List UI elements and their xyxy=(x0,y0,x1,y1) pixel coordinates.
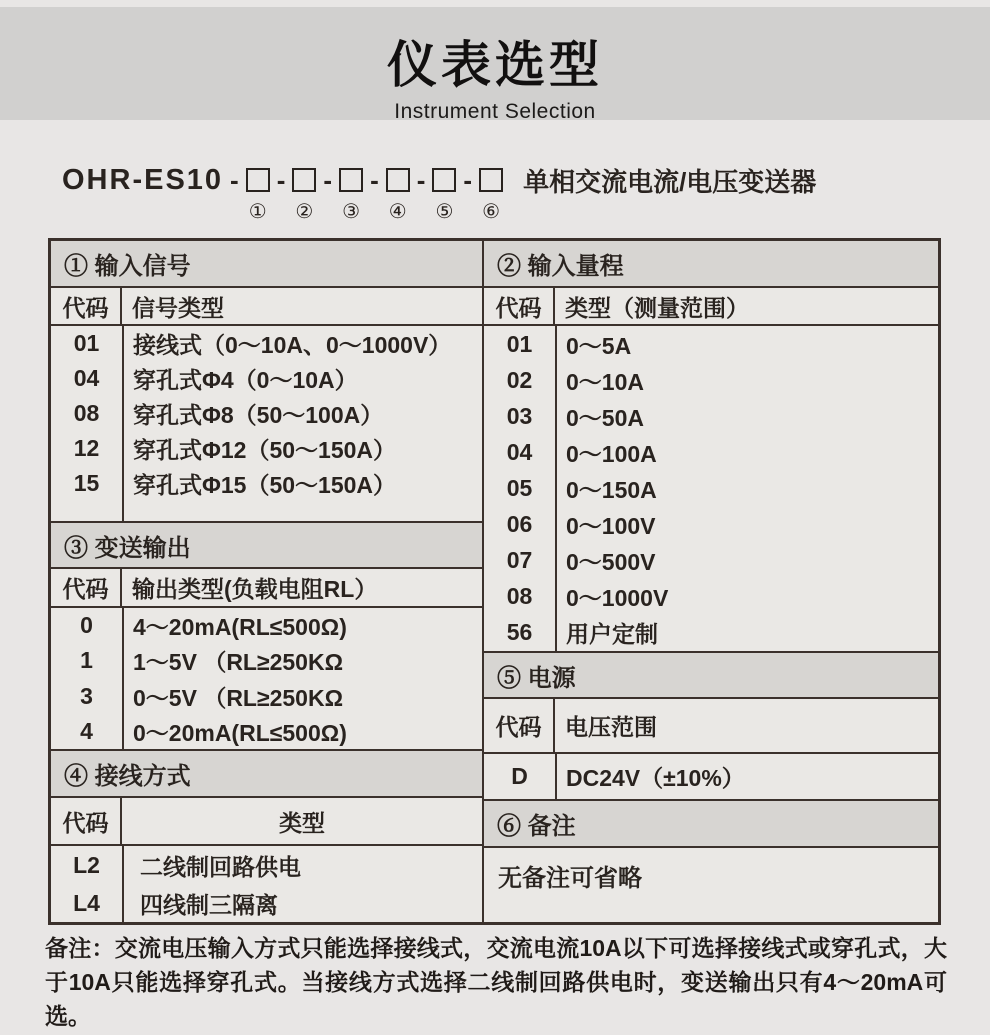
column-header-row xyxy=(484,288,938,326)
range-rows xyxy=(484,326,938,653)
column-header-row xyxy=(51,798,482,846)
type-column-header: 信号类型 xyxy=(132,294,224,321)
position-marker-3: ③ xyxy=(342,201,361,223)
table-row xyxy=(484,326,938,362)
table-row xyxy=(51,361,482,396)
model-box-3 xyxy=(339,168,363,192)
label-cell: 0～500V xyxy=(566,549,656,576)
label-cell: 穿孔式Φ15（50～150A） xyxy=(133,472,397,498)
code-cell: 04 xyxy=(506,438,533,465)
table-column-right xyxy=(484,241,938,922)
model-slot-3 xyxy=(339,168,363,223)
type-column-header: 类型（测量范围） xyxy=(565,294,749,321)
model-box-4 xyxy=(386,168,410,192)
model-slot-2 xyxy=(292,168,316,223)
code-cell: 06 xyxy=(506,511,533,538)
model-slot-4 xyxy=(386,168,410,223)
type-column-header: 类型 xyxy=(279,809,325,836)
code-cell: 56 xyxy=(506,619,533,646)
code-column-header: 代码 xyxy=(484,288,555,324)
code-cell: 3 xyxy=(80,682,93,709)
code-column-header: 代码 xyxy=(51,798,122,844)
label-cell: 0～150A xyxy=(566,476,657,503)
page-banner xyxy=(0,7,990,123)
selection-table xyxy=(48,238,941,925)
table-row xyxy=(484,362,938,398)
column-header-row xyxy=(484,699,938,754)
dash-separator: - xyxy=(416,164,426,195)
section-header-range: ② 输入量程 xyxy=(484,241,938,288)
label-cell: DC24V（±10%） xyxy=(566,765,745,791)
section-header-input-signal: ① 输入信号 xyxy=(51,241,482,288)
dash-separator: - xyxy=(230,164,239,195)
table-row xyxy=(484,470,938,506)
table-row xyxy=(484,507,938,543)
position-marker-1: ① xyxy=(248,201,267,223)
model-slot-1 xyxy=(246,168,270,223)
dash-separator: - xyxy=(276,164,286,195)
code-column-header: 代码 xyxy=(51,288,122,324)
model-box-5 xyxy=(432,168,456,192)
label-cell: 0～1000V xyxy=(566,585,669,612)
section-header-output: ③ 变送输出 xyxy=(51,523,482,569)
wiring-rows xyxy=(51,846,482,922)
table-row xyxy=(484,754,938,799)
page-title: 仪表选型 xyxy=(387,37,603,93)
table-row xyxy=(51,714,482,749)
table-column-left xyxy=(51,241,484,922)
label-cell: 二线制回路供电 xyxy=(140,853,301,880)
column-header-row xyxy=(51,288,482,326)
table-row xyxy=(51,608,482,643)
column-divider xyxy=(555,754,557,799)
label-cell: 1～5V （RL≥250KΩ xyxy=(133,649,344,676)
code-cell: D xyxy=(511,763,528,789)
code-cell: 01 xyxy=(506,330,533,357)
column-divider xyxy=(555,326,557,651)
power-rows xyxy=(484,754,938,801)
label-cell: 穿孔式Φ12（50～150A） xyxy=(133,437,397,463)
code-cell: L2 xyxy=(73,851,100,878)
code-cell: 1 xyxy=(80,647,93,674)
position-marker-2: ② xyxy=(295,201,314,223)
label-cell: 0～20mA(RL≤500Ω) xyxy=(133,719,347,746)
code-cell: 07 xyxy=(506,547,533,574)
label-cell: 4～20mA(RL≤500Ω) xyxy=(133,614,347,641)
section-header-remark: ⑥ 备注 xyxy=(484,801,938,848)
code-cell: 0 xyxy=(80,612,93,639)
model-code-line xyxy=(62,163,817,223)
label-cell: 穿孔式Φ8（50～100A） xyxy=(133,402,384,428)
position-marker-4: ④ xyxy=(388,201,407,223)
model-slot-5 xyxy=(432,168,456,223)
label-cell: 穿孔式Φ4（0～10A） xyxy=(133,367,358,393)
remark-content: 无备注可省略 xyxy=(498,865,642,892)
footnote: 备注：交流电压输入方式只能选择接线式，交流电流10A以下可选择接线式或穿孔式，大于10A只能选择穿孔式。当接线方式选择二线制回路供电时，变送输出只有4～20mA可选。 xyxy=(45,935,947,1029)
section-header-power: ⑤ 电源 xyxy=(484,653,938,699)
label-cell: 0～50A xyxy=(566,404,644,431)
table-row xyxy=(484,615,938,651)
code-cell: 12 xyxy=(73,435,100,461)
label-cell: 0～10A xyxy=(566,368,644,395)
model-slot-6 xyxy=(479,168,503,223)
model-box-1 xyxy=(246,168,270,192)
dash-separator: - xyxy=(463,164,473,195)
table-row xyxy=(51,884,482,922)
code-cell: 05 xyxy=(506,474,533,501)
label-cell: 0～5V （RL≥250KΩ xyxy=(133,684,344,711)
table-row xyxy=(484,398,938,434)
label-cell: 接线式（0～10A、0～1000V） xyxy=(133,332,452,358)
model-box-2 xyxy=(292,168,316,192)
code-cell: 02 xyxy=(506,366,533,393)
code-cell: 4 xyxy=(80,717,93,744)
table-row xyxy=(51,396,482,431)
label-cell: 用户定制 xyxy=(566,621,658,648)
position-marker-5: ⑤ xyxy=(435,201,454,223)
table-row xyxy=(51,679,482,714)
table-row xyxy=(51,466,482,501)
model-box-6 xyxy=(479,168,503,192)
table-row xyxy=(484,543,938,579)
position-marker-6: ⑥ xyxy=(482,201,501,223)
dash-separator: - xyxy=(370,164,379,195)
column-header-row xyxy=(51,569,482,608)
column-divider xyxy=(122,326,124,521)
page-subtitle: Instrument Selection xyxy=(394,100,596,123)
dash-separator: - xyxy=(323,164,333,195)
label-cell: 0～100A xyxy=(566,440,657,467)
output-rows xyxy=(51,608,482,751)
label-cell: 0～5A xyxy=(566,332,632,359)
model-prefix: OHR-ES10 xyxy=(62,163,224,196)
column-divider xyxy=(122,846,124,922)
table-row xyxy=(51,846,482,884)
code-cell: 04 xyxy=(73,365,100,391)
table-row xyxy=(484,434,938,470)
column-divider xyxy=(122,608,124,749)
table-row xyxy=(51,643,482,678)
label-cell: 0～100V xyxy=(566,513,656,540)
type-column-header: 电压范围 xyxy=(565,714,657,740)
table-row xyxy=(51,326,482,361)
label-cell: 四线制三隔离 xyxy=(140,891,278,918)
code-cell: 08 xyxy=(506,583,533,610)
table-row xyxy=(484,579,938,615)
code-cell: 01 xyxy=(73,330,100,356)
type-column-header: 输出类型(负载电阻RL） xyxy=(132,576,378,602)
code-cell: 08 xyxy=(73,400,100,426)
code-column-header: 代码 xyxy=(51,569,122,606)
code-cell: 15 xyxy=(73,470,100,496)
section-header-wiring: ④ 接线方式 xyxy=(51,751,482,798)
input-signal-rows xyxy=(51,326,482,523)
code-cell: L4 xyxy=(73,889,100,916)
code-cell: 03 xyxy=(506,402,533,429)
product-name: 单相交流电流/电压变送器 xyxy=(523,166,817,197)
table-row xyxy=(51,431,482,466)
code-column-header: 代码 xyxy=(484,699,555,752)
